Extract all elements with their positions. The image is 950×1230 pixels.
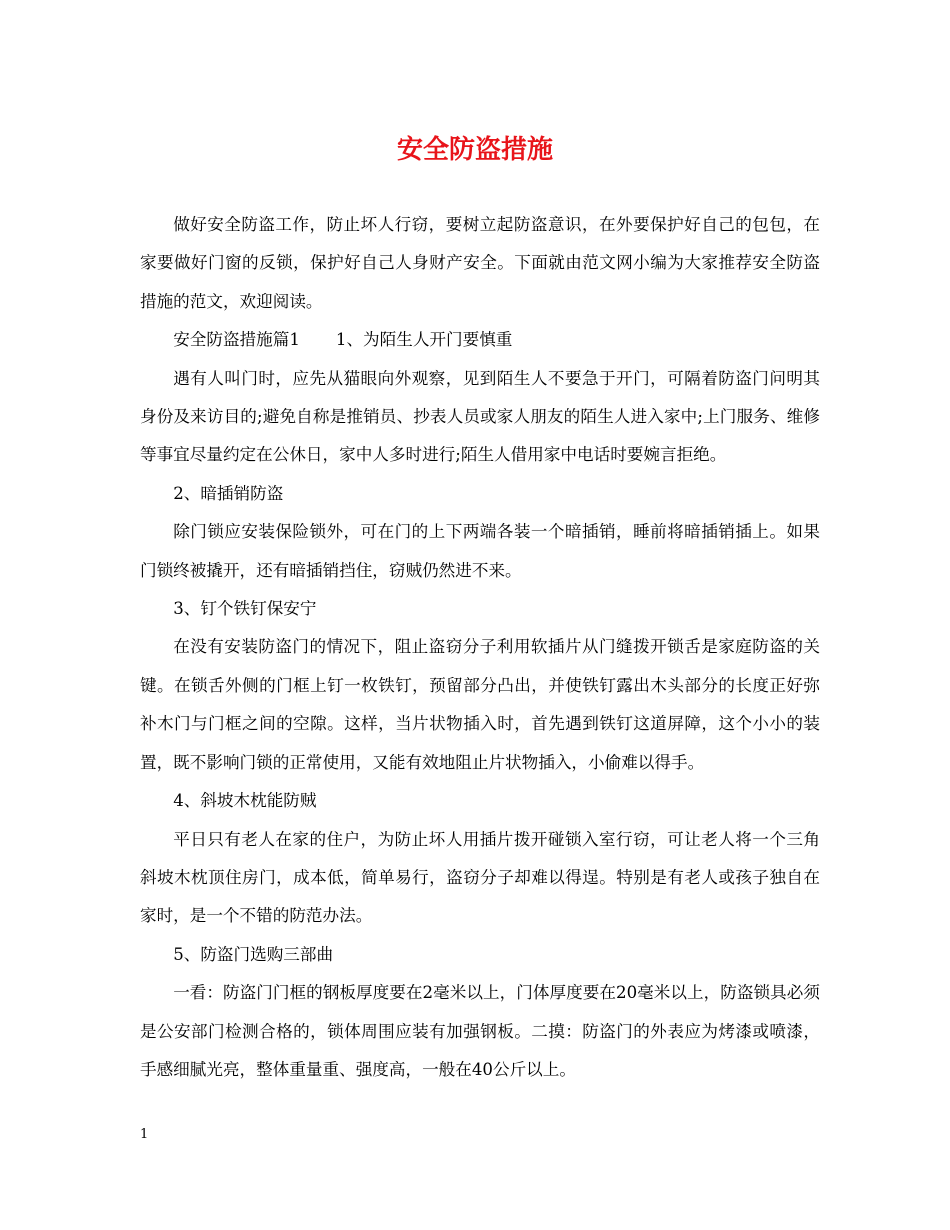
item-5-body: 一看：防盗门门框的钢板厚度要在2毫米以上，门体厚度要在20毫米以上，防盗锁具必须是公安部门检测合格的，锁体周围应装有加强钢板。二摸：防盗门的外表应为烤漆或喷漆，手感细腻光亮，整体重量重、强度高，一般在40公斤以上。	[140, 983, 820, 1079]
item-3-body: 在没有安装防盗门的情况下，阻止盗窃分子利用软插片从门缝拨开锁舌是家庭防盗的关键。在锁舌外侧的门框上钉一枚铁钉，预留部分凸出，并使铁钉露出木头部分的长度正好弥补木门与门框之间的空隙。这样，当片状物插入时，首先遇到铁钉这道屏障，这个小小的装置，既不影响门锁的正常使用，又能有效地阻止片状物插入，小偷难以得手。	[140, 637, 820, 772]
section-label: 安全防盗措施篇1	[173, 330, 300, 350]
item-3-heading: 3、钉个铁钉保安宁	[173, 599, 317, 619]
item-1-heading: 1、为陌生人开门要慎重	[335, 330, 513, 350]
document-title: 安全防盗措施	[396, 135, 553, 165]
document-body	[140, 206, 820, 1089]
item-4-heading: 4、斜坡木枕能防贼	[173, 791, 317, 811]
item-1-body: 遇有人叫门时，应先从猫眼向外观察，见到陌生人不要急于开门，可隔着防盗门问明其身份及来访目的;避免自称是推销员、抄表人员或家人朋友的陌生人进入家中;上门服务、维修等事宜尽量约定在公休日，家中人多时进行;陌生人借用家中电话时要婉言拒绝。	[140, 368, 820, 465]
item-5-heading: 5、防盗门选购三部曲	[173, 944, 334, 964]
item-2-body: 除门锁应安装保险锁外，可在门的上下两端各装一个暗插销，睡前将暗插销插上。如果门锁终被撬开，还有暗插销挡住，窃贼仍然进不来。	[140, 522, 820, 580]
intro-paragraph: 做好安全防盗工作，防止坏人行窃，要树立起防盗意识，在外要保护好自己的包包，在家要做好门窗的反锁，保护好自己人身财产安全。下面就由范文网小编为大家推荐安全防盗措施的范文，欢迎阅读。	[140, 215, 820, 311]
page-number: 1	[140, 1127, 149, 1142]
item-4-body: 平日只有老人在家的住户，为防止坏人用插片拨开碰锁入室行窃，可让老人将一个三角斜坡木枕顶住房门，成本低，简单易行，盗窃分子却难以得逞。特别是有老人或孩子独自在家时，是一个不错的防范办法。	[140, 829, 820, 926]
item-2-heading: 2、暗插销防盗	[173, 483, 284, 503]
section-heading	[140, 321, 820, 359]
